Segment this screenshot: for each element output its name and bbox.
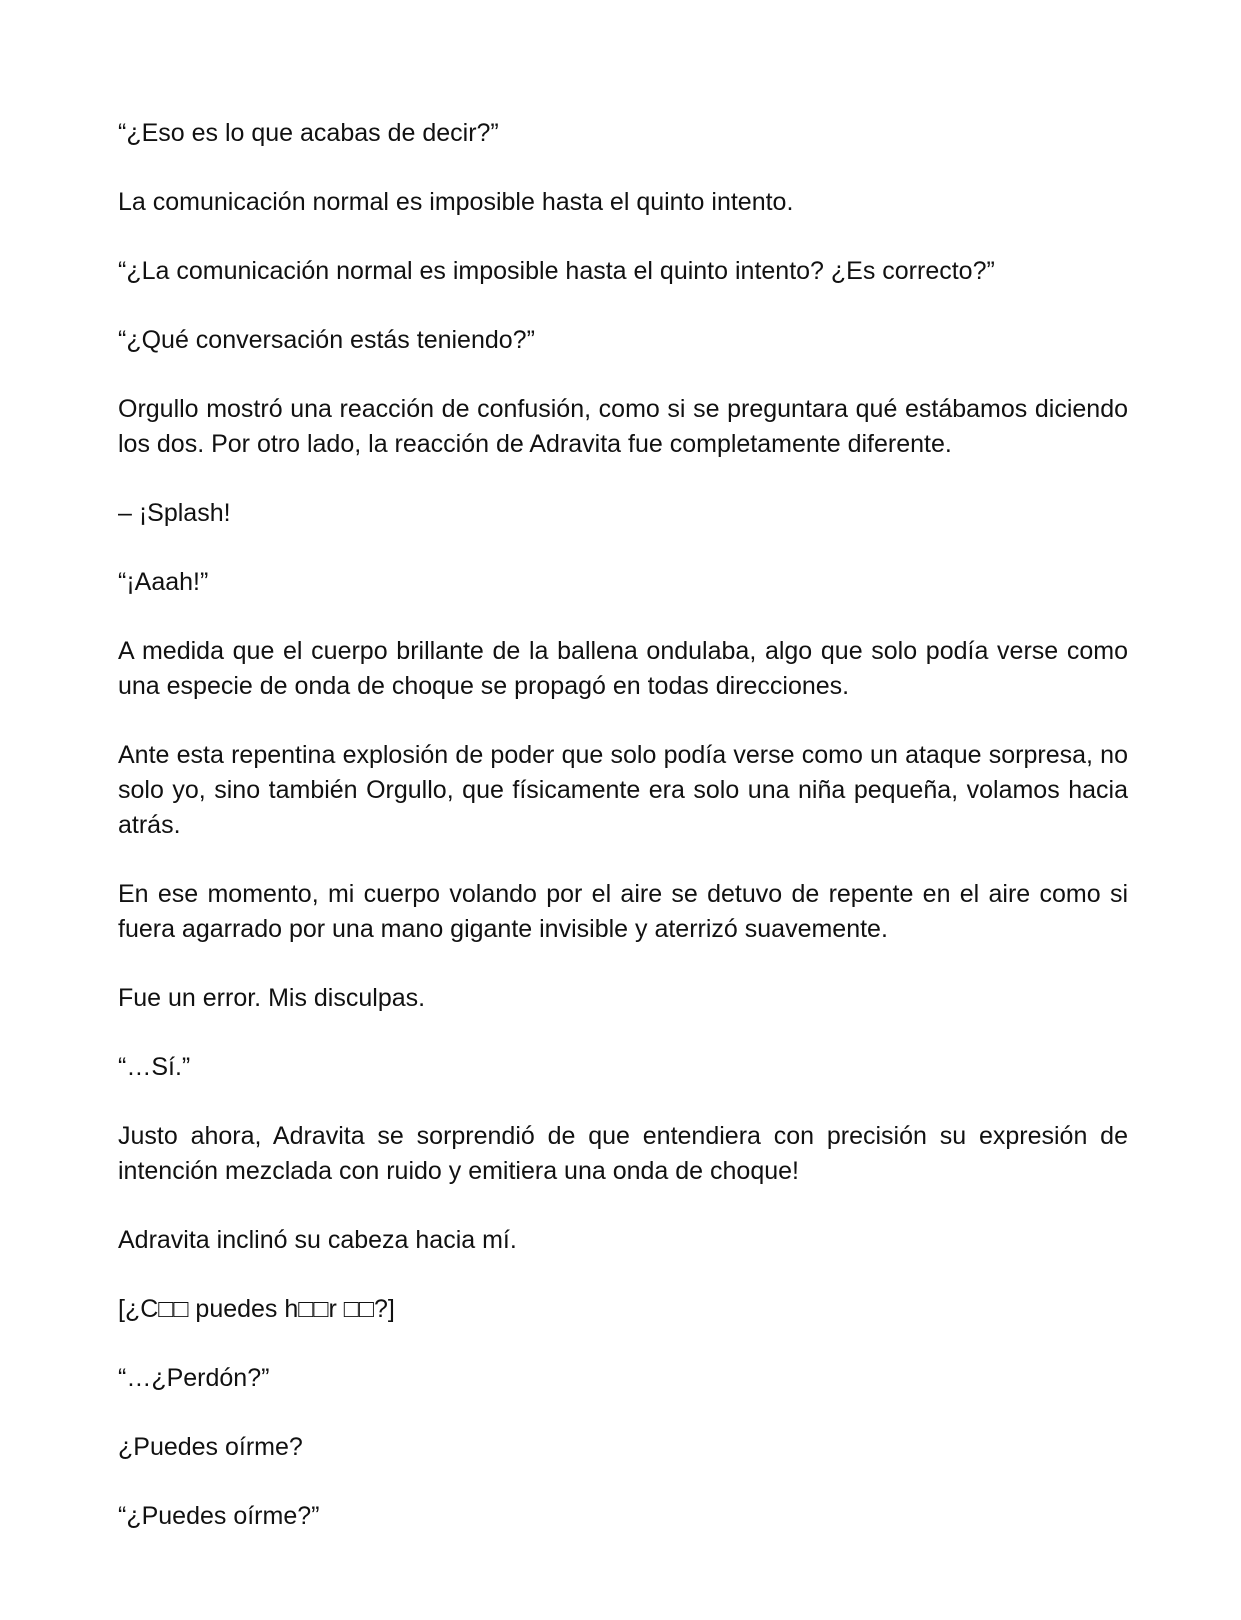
document-body — [118, 116, 1128, 1568]
paragraph: – ¡Splash! — [118, 499, 231, 527]
paragraph: Orgullo mostró una reacción de confusión, como si se preguntara qué estábamos diciendo los dos. Por otro lado, la reacción de Adravita fue completamente diferente. — [118, 395, 1128, 458]
paragraph: “¿Eso es lo que acabas de decir?” — [118, 119, 499, 147]
paragraph: “¡Aaah!” — [118, 568, 209, 596]
paragraph: La comunicación normal es imposible hasta el quinto intento. — [118, 188, 794, 216]
paragraph: A medida que el cuerpo brillante de la ballena ondulaba, algo que solo podía verse como una especie de onda de choque se propagó en todas direcciones. — [118, 637, 1128, 700]
paragraph: ¿Puedes oírme? — [118, 1433, 303, 1461]
paragraph: Ante esta repentina explosión de poder que solo podía verse como un ataque sorpresa, no solo yo, sino también Orgullo, que físicamente era solo una niña pequeña, volamos hacia atrás. — [118, 741, 1128, 839]
paragraph: En ese momento, mi cuerpo volando por el aire se detuvo de repente en el aire como si fuera agarrado por una mano gigante invisible y aterrizó suavemente. — [118, 880, 1128, 943]
paragraph: “¿Puedes oírme?” — [118, 1502, 320, 1530]
paragraph: Justo ahora, Adravita se sorprendió de que entendiera con precisión su expresión de intención mezclada con ruido y emitiera una onda de choque! — [118, 1122, 1128, 1185]
paragraph: “¿Qué conversación estás teniendo?” — [118, 326, 535, 354]
paragraph: Adravita inclinó su cabeza hacia mí. — [118, 1226, 517, 1254]
paragraph: “…¿Perdón?” — [118, 1364, 270, 1392]
paragraph: “¿La comunicación normal es imposible hasta el quinto intento? ¿Es correcto?” — [118, 257, 995, 285]
paragraph: “…Sí.” — [118, 1053, 191, 1081]
paragraph: [¿C□□ puedes h□□r □□?] — [118, 1295, 395, 1323]
paragraph: Fue un error. Mis disculpas. — [118, 984, 426, 1012]
